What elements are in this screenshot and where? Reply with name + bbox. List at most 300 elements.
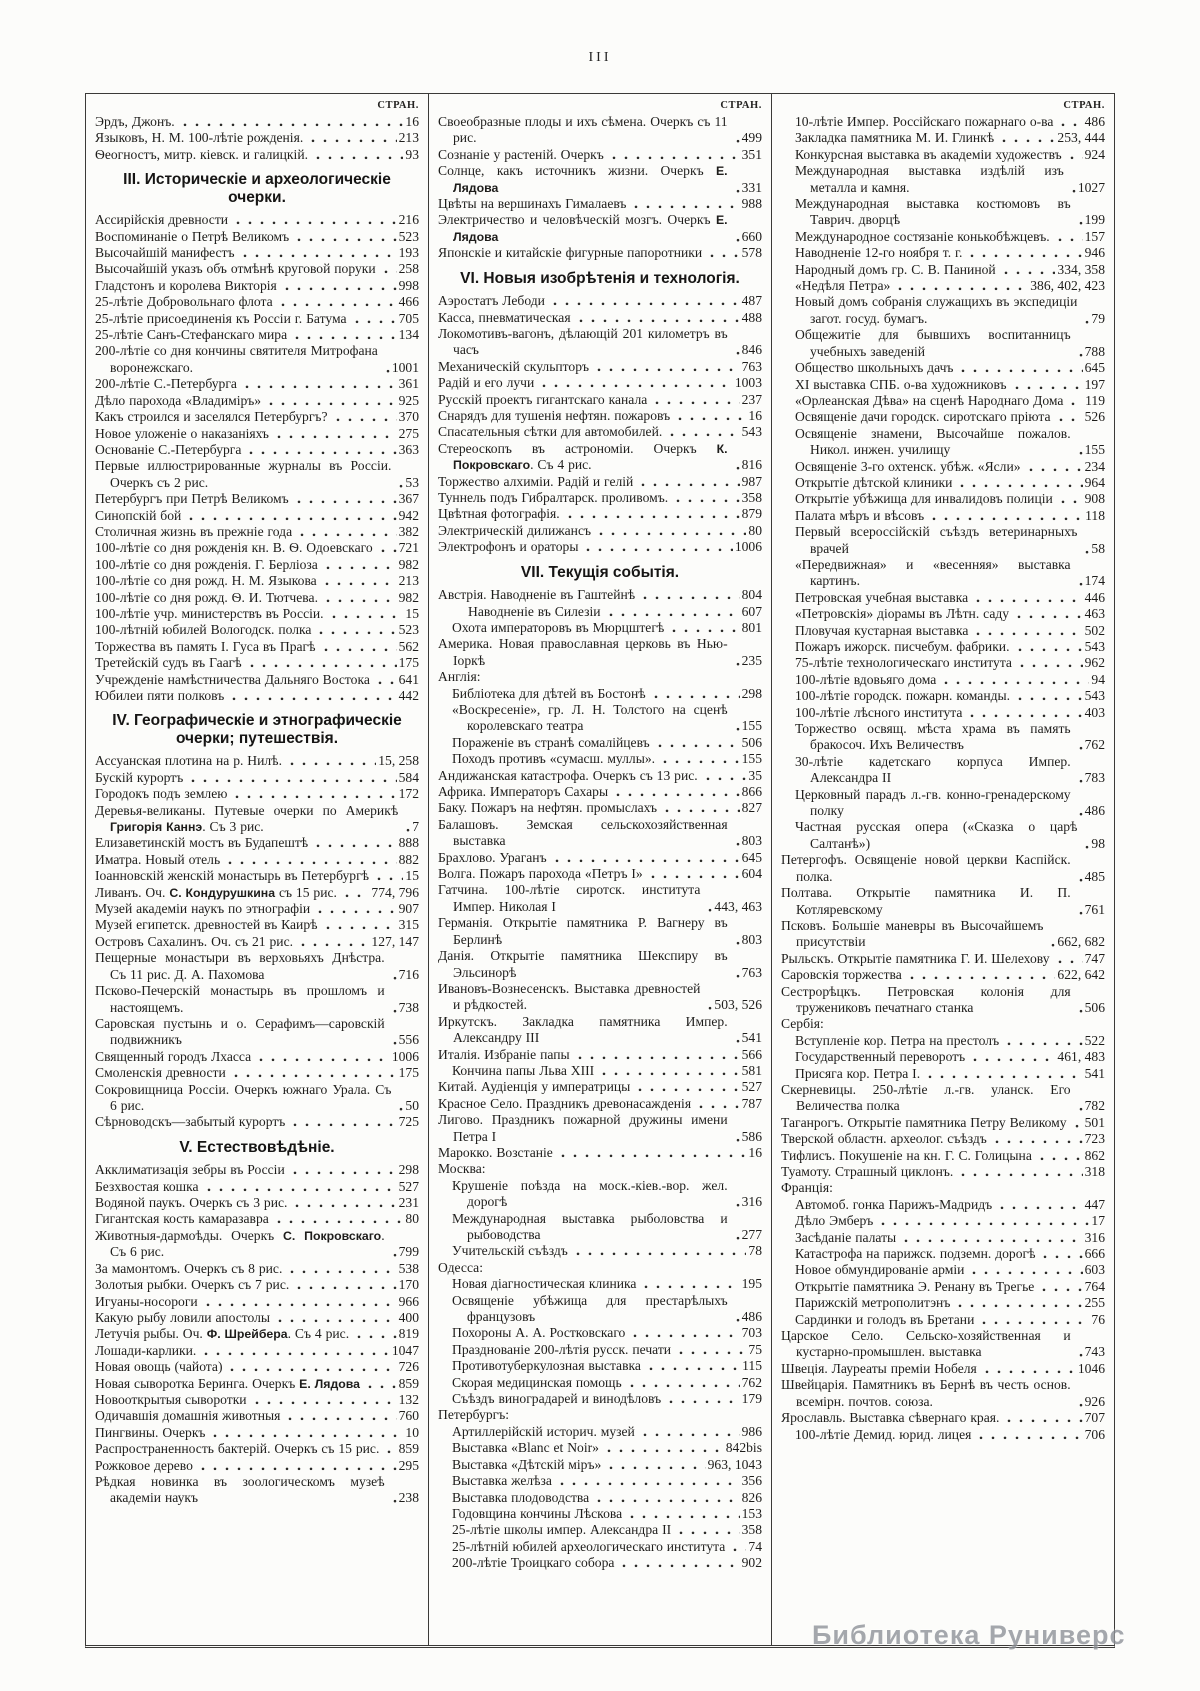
dot-leader [695,1096,740,1112]
entry-title: Сокровищница Россіи. Очеркъ южнаго Урала. Съ 6 рис. [95,1081,392,1113]
dot-leader [637,474,739,490]
entry-title: Полтава. Открытіе памятника И. П. Котляревскому [781,885,1071,917]
toc-entry [795,147,1105,163]
toc-entry [95,114,419,130]
toc-entry [452,1375,762,1391]
dot-leader [1075,803,1083,819]
entry-title: 25-лѣтіе школы импер. Александра II [452,1522,672,1538]
entry-page: 503, 526 [714,997,762,1013]
entry-title: Третейскій судъ въ Гаагѣ [95,655,242,671]
entry-page: 716 [398,966,419,982]
dot-leader [564,506,740,522]
entry-title: Музей академіи наукъ по этнографіи [95,901,311,917]
entry-page: 16 [405,114,419,129]
toc-entry [438,196,762,212]
entry-title: Торжества въ память І. Гуса въ Прагѣ [95,638,316,654]
entry-title: Вступленіе кор. Петра на престолъ [795,1032,1000,1048]
dot-leader [630,196,739,212]
dot-leader [389,1244,397,1260]
dot-leader [286,753,376,769]
entry-page: 842bis [725,1440,762,1456]
entry-page: 119 [1085,392,1105,408]
entry-title: Новый домъ собранія служащихъ въ экспедиціи загот. госуд. бумагъ. [795,294,1078,326]
toc-entry [95,639,419,655]
dot-leader [966,705,1082,721]
toc-entry [95,753,419,769]
dot-leader [732,180,740,196]
toc-entry [95,261,419,277]
dot-leader [729,1539,746,1555]
dot-leader [1054,951,1083,967]
entry-page: 566 [741,1046,762,1062]
entry-page: 134 [398,327,419,343]
toc-entry [95,409,419,425]
dot-leader [322,917,397,933]
dot-leader [732,342,740,358]
entry-title: Марокко. Возстаніе [438,1144,553,1160]
entry-title: «Воскресеніе», гр. Л. Н. Толстого на сценѣ королевскаго театра [452,702,728,734]
dot-leader [894,278,1028,294]
entry-page: 356 [741,1473,762,1489]
entry-page: 966 [398,1293,419,1309]
entry-title: За мамонтомъ. Очеркъ съ 8 рис. [95,1260,283,1276]
entry-title: «Петровскія» діорамы въ Лѣтн. саду [795,606,1010,622]
entry-title: Высочайшій манифестъ [95,245,235,261]
entry-title: Петергофъ. Освященіе новой церкви Каспійск. полка. [781,852,1071,884]
entry-title: Петровская учебная выставка [795,589,969,605]
dot-leader [582,539,732,555]
toc-entry [452,1276,762,1292]
toc-entry [795,1279,1105,1295]
dot-leader [668,620,739,636]
toc-entry [438,212,762,245]
dot-leader [1025,459,1083,475]
entry-title: 100-лѣтіе вдовьяго дома [795,671,937,687]
dot-leader [538,375,733,391]
toc-entry [795,426,1105,459]
entry-title: Англія: [438,669,481,685]
dot-leader [975,1427,1082,1443]
entry-title: Лигово. Праздникъ пожарной дружины имени Петра I [438,1112,728,1144]
entry-page: 738 [398,999,419,1015]
entry-page: 926 [1084,1393,1105,1409]
entry-title: Годовщина кончины Лѣскова [452,1505,623,1521]
toc-entry [438,587,762,603]
toc-entry [452,1391,762,1407]
entry-title: 25-лѣтіе Санъ-Стефанскаго мира [95,327,288,343]
entry-title: Конкурсная выставка въ академіи художествъ [795,146,1062,162]
entry-title: Ливанъ. Оч. С. Кондурушкина съ 15 рис. [95,884,337,900]
dot-leader [289,1114,396,1130]
entry-title: Сестрорѣцкъ. Петровская колонія для тружениковъ печатнаго станка [781,983,1071,1015]
entry-page: 982 [398,589,419,605]
toc-entry [795,1312,1105,1328]
entry-page: 80 [405,1211,419,1227]
toc-entry [795,1295,1105,1311]
entry-title: Общество школьныхъ дачъ [795,360,954,376]
entry-title: 200-лѣтіе со дня кончины святителя Митрофана воронежскаго. [95,343,378,375]
entry-page: 318 [1084,1164,1105,1179]
entry-title: Высочайшій указъ объ отмѣнѣ круговой поруки [95,261,376,277]
entry-title: Артиллерійскій историч. музей [452,1423,635,1439]
toc-entry [438,375,762,391]
dot-leader [202,1294,397,1310]
group-heading [438,1407,762,1423]
entry-page: 725 [398,1114,419,1130]
dot-leader [312,147,403,163]
toc-entry [95,130,419,146]
toc-entry [781,1164,1105,1180]
toc-entry [452,1457,762,1473]
dot-leader [954,1295,1082,1311]
toc-entry [781,951,1105,967]
entry-title: Палата мѣръ и вѣсовъ [795,507,925,523]
entry-page: 231 [398,1195,419,1211]
entry-page: 543 [1084,688,1105,704]
entry-title: Летучія рыбы. Оч. Ф. Шрейбера. Съ 4 рис. [95,1326,350,1342]
dot-leader [595,523,746,539]
entry-title: Ѳеогностъ, митр. кіевск. и галицкій. [95,146,308,162]
entry-page: 859 [398,1441,419,1457]
entry-page: 382 [398,523,419,539]
entry-title: Одесса: [438,1259,483,1275]
dot-leader [732,965,740,981]
entry-title: Наводненіе въ Силезіи [468,603,601,619]
entry-title: Лошади-карлики. [95,1342,197,1358]
entry-page: 879 [741,506,762,522]
toc-entry [781,1131,1105,1147]
entry-page: 446 [1084,589,1105,605]
entry-title: Учительскій съѣздъ [452,1243,568,1259]
toc-entry [452,1342,762,1358]
entry-page: 604 [741,866,762,882]
toc-entry [795,721,1105,754]
entry-title: Рыльскъ. Открытіе памятника Г. И. Шелехову [781,950,1050,966]
toc-entry [438,981,762,1014]
toc-entry [781,1148,1105,1164]
entry-title: Касса, пневматическая [438,309,571,325]
dot-leader [351,311,397,327]
dot-leader [674,408,746,424]
entry-page: 16 [748,1144,762,1160]
dot-leader [956,475,1082,491]
dot-leader [1081,836,1089,852]
dot-leader [291,327,396,343]
toc-entry [452,1539,762,1555]
entry-page: 155 [1084,442,1105,458]
dot-leader [598,1063,739,1079]
dot-leader [187,770,396,786]
entry-title: 100-лѣтній юбилей Вологодск. полка [95,622,312,638]
entry-page: 645 [741,849,762,865]
entry-title: Москва: [438,1161,486,1177]
toc-entry [795,245,1105,261]
entry-page: 1006 [391,1048,419,1064]
entry-title: Международная выставка рыболовства и рыбоводства [452,1210,728,1242]
dot-leader [296,524,396,540]
entry-page: 7 [412,819,419,835]
entry-page: 586 [741,1128,762,1144]
dot-leader [232,212,397,228]
toc-entry [795,1213,1105,1229]
entry-page: 255 [1084,1295,1105,1311]
dot-leader [612,784,740,800]
toc-entry [95,343,419,376]
dot-leader [293,491,397,507]
entry-title: XI выставка СПБ. о-ва художниковъ [795,376,1007,392]
toc-entry [452,1522,762,1538]
entry-page: 298 [741,685,762,701]
group-heading [438,669,762,685]
entry-page: 908 [1084,491,1105,507]
toc-entry [95,278,419,294]
entry-page: 155 [741,718,762,734]
toc-entry [795,705,1105,721]
dot-leader [1055,409,1083,425]
entry-page: 275 [398,425,419,441]
dot-leader [389,967,397,983]
dot-leader [273,1211,404,1227]
entry-title: 75-лѣтіе технологическаго института [795,655,1012,671]
dot-leader [1075,1344,1083,1360]
dot-leader [557,1145,747,1161]
toc-entry [95,1458,419,1474]
toc-entry [795,491,1105,507]
entry-page: 963, 1043 [707,1456,762,1472]
entry-page: 762 [741,1374,762,1390]
entry-title: Учрежденіе намѣстничества Дальняго Востока [95,671,370,687]
entry-title: 100-лѣтіе со дня рожденія. Г. Берліоза [95,556,318,572]
toc-entry [95,852,419,868]
entry-title: Америка. Новая православная церковь въ Нью-Іоркѣ [438,636,728,668]
dot-leader [332,409,397,425]
dot-leader [322,590,397,606]
toc-entry [795,508,1105,524]
entry-title: Снарядъ для тушенія нефтян. пожаровъ [438,408,671,423]
author-name: С. Кондурушкина [169,885,276,900]
toc-entry [438,768,762,784]
author-name: К. Покровскаго [453,441,728,473]
entry-title: Китай. Аудіенція у императрицы [438,1079,631,1095]
dot-leader [197,1458,397,1474]
entry-title: Освященіе 3-го охтенск. убѣж. «Ясли» [795,458,1021,474]
entry-title: Безхвостая кошка [95,1178,199,1194]
entry-title: Сознаніе у растеній. Очеркъ [438,146,604,162]
dot-leader [320,639,397,655]
entry-title: Ассирійскія древности [95,212,229,228]
entry-title: Ярославль. Выставка сѣвернаго края. [781,1410,1000,1426]
toc-entry [95,1049,419,1065]
entry-page: 782 [1084,1098,1105,1114]
toc-entry [795,672,1105,688]
dot-leader [382,360,390,376]
dot-leader [364,1376,397,1392]
entry-page: 506 [741,734,762,750]
entry-title: 100-лѣтіе Демид. юрид. лицея [795,1426,972,1442]
dot-leader [377,540,397,556]
toc-entry [795,1262,1105,1278]
toc-entry [795,130,1105,146]
entry-title: Какую рыбу ловили апостолы [95,1309,271,1325]
dot-leader [1075,212,1083,228]
entry-title: Выставка «Дѣтскій міръ» [452,1456,602,1472]
entry-title: Туамоту. Страшный циклонъ. [781,1164,954,1179]
dot-leader [906,967,1056,983]
entry-page: 127, 147 [371,933,419,949]
entry-page: 788 [1084,343,1105,359]
toc-entry [438,882,762,915]
entry-page: 331 [741,179,762,195]
dot-leader [255,1049,390,1065]
entry-page: 370 [398,409,419,425]
entry-page: 172 [398,786,419,802]
dot-leader [341,885,370,901]
toc-entry [452,1063,762,1079]
toc-entry [452,1555,762,1571]
entry-page: 193 [398,245,419,261]
entry-page: 174 [1084,573,1105,589]
entry-page: 924 [1084,146,1105,162]
entry-title: Данія. Открытіе памятника Шекспиру въ Эльсинорѣ [438,948,728,980]
toc-entry [95,311,419,327]
toc-entry [95,1441,419,1457]
entry-title: Псково-Печерскій монастырь въ прошломъ и настоящемъ. [95,983,385,1015]
entry-title: Цвѣты на вершинахъ Гималаевъ [438,196,627,212]
dot-leader [732,932,740,948]
entry-title: Локомотивъ-вагонъ, дѣлающій 201 километръ въ часъ [438,325,728,358]
dot-leader [549,293,740,309]
toc-entry [452,1424,762,1440]
dot-leader [1075,869,1083,885]
toc-entry [795,606,1105,622]
dot-leader [928,508,1083,524]
dot-leader [661,800,740,816]
entry-page: 486 [1084,114,1105,129]
entry-title: Гигантская кость камаразавра [95,1211,269,1227]
toc-entry [452,686,762,702]
entry-title: Эрдъ, Джонъ. [95,114,175,129]
toc-entry [795,278,1105,294]
dot-leader [1067,393,1083,409]
entry-title: Механическій скульпторъ [438,358,590,374]
entry-page: 237 [741,391,762,407]
dot-leader [402,819,410,835]
toc-entry [781,1410,1105,1426]
entry-page: 53 [405,474,419,490]
toc-entry [781,918,1105,951]
toc-entry [95,1474,419,1507]
section-heading: III. Историческіе и археологическіе очерки. [123,171,391,206]
entry-title: 25-лѣтіе Добровольнаго флота [95,294,273,310]
entry-page: 707 [1084,1410,1105,1426]
dot-leader [651,392,739,408]
dot-leader [374,672,397,688]
toc-entry [95,1195,419,1211]
entry-page: 862 [1084,1147,1105,1163]
entry-page: 277 [741,1227,762,1242]
entry-title: Ивановъ-Вознесенскъ. Выставка древностей и рѣдкостей. [438,980,701,1013]
dot-leader [626,1375,740,1391]
entry-title: Съѣздъ виноградарей и винодѣловъ [452,1391,662,1407]
entry-page: 213 [398,573,419,589]
entry-page: 234 [1084,458,1105,474]
dot-leader [957,360,1082,376]
dot-leader [1075,573,1083,589]
section-heading: VI. Новыя изобрѣтенія и технологія. [460,269,740,287]
entry-page: 763 [741,358,762,374]
dot-leader [389,1490,397,1506]
toc-entry [438,539,762,555]
toc-entry [438,850,762,866]
toc-entry [95,590,419,606]
dot-leader [281,278,397,294]
dot-leader [380,261,397,277]
entry-page: 10 [405,1424,419,1440]
entry-page: 15 [405,605,419,621]
toc-entry [438,1047,762,1063]
entry-title: Крушеніе поѣзда на моск.-кіев.-вор. жел. дорогѣ [452,1177,728,1210]
entry-page: 982 [398,556,419,572]
column-header-stran: СТРАН. [720,100,762,111]
toc-entry [452,1293,762,1326]
author-name: Ф. Шрейбера [206,1327,288,1342]
dot-leader [593,1490,739,1506]
entry-title: Автомоб. гонка Парижъ-Мадридъ [795,1196,993,1212]
toc-entry [795,819,1105,852]
entry-page: 804 [741,587,762,603]
entry-title: Радій и его лучи [438,375,535,391]
entry-page: 386, 402, 423 [1030,278,1105,294]
entry-page: 170 [398,1277,419,1293]
toc-entry [95,835,419,851]
toc-entry [781,1115,1105,1131]
entry-page: 787 [741,1095,762,1111]
entry-title: Андижанская катастрофа. Очеркъ съ 13 рис. [438,767,698,783]
dot-leader [1081,541,1089,557]
entry-page: 523 [398,622,419,638]
entry-page: 486 [741,1309,762,1325]
dot-leader [1013,606,1083,622]
toc-entry [95,606,419,622]
entry-page: 93 [405,146,419,162]
toc-entry [781,967,1105,983]
entry-page: 506 [1084,999,1105,1015]
entry-title: Новая овощь (чайота) [95,1359,223,1375]
entry-title: Саровскія торжества [781,967,902,983]
entry-title: Открытіе дѣтской клиники [795,474,953,490]
dot-leader [185,508,396,524]
toc-entry [438,506,762,522]
toc-entry [452,1473,762,1489]
entry-page: 216 [398,212,419,228]
dot-leader [1054,229,1083,245]
entry-title: Выставка желѣза [452,1473,552,1489]
toc-entry [95,557,419,573]
entry-title: Торжество алхиміи. Радій и гелій [438,473,634,489]
dot-leader [395,475,403,491]
toc-entry [795,655,1105,671]
entry-title: Торжество освящ. мѣста храма въ память бракосоч. Ихъ Величествъ [795,721,1071,753]
dot-leader [639,1424,740,1440]
entry-page: 486 [1084,803,1105,819]
toc-entry [95,1228,419,1261]
entry-page: 964 [1084,474,1105,490]
entry-page: 75 [748,1341,762,1357]
entry-page: 443, 463 [714,898,762,914]
toc-entry [95,212,419,228]
entry-page: 562 [398,638,419,654]
entry-page: 607 [741,603,762,619]
